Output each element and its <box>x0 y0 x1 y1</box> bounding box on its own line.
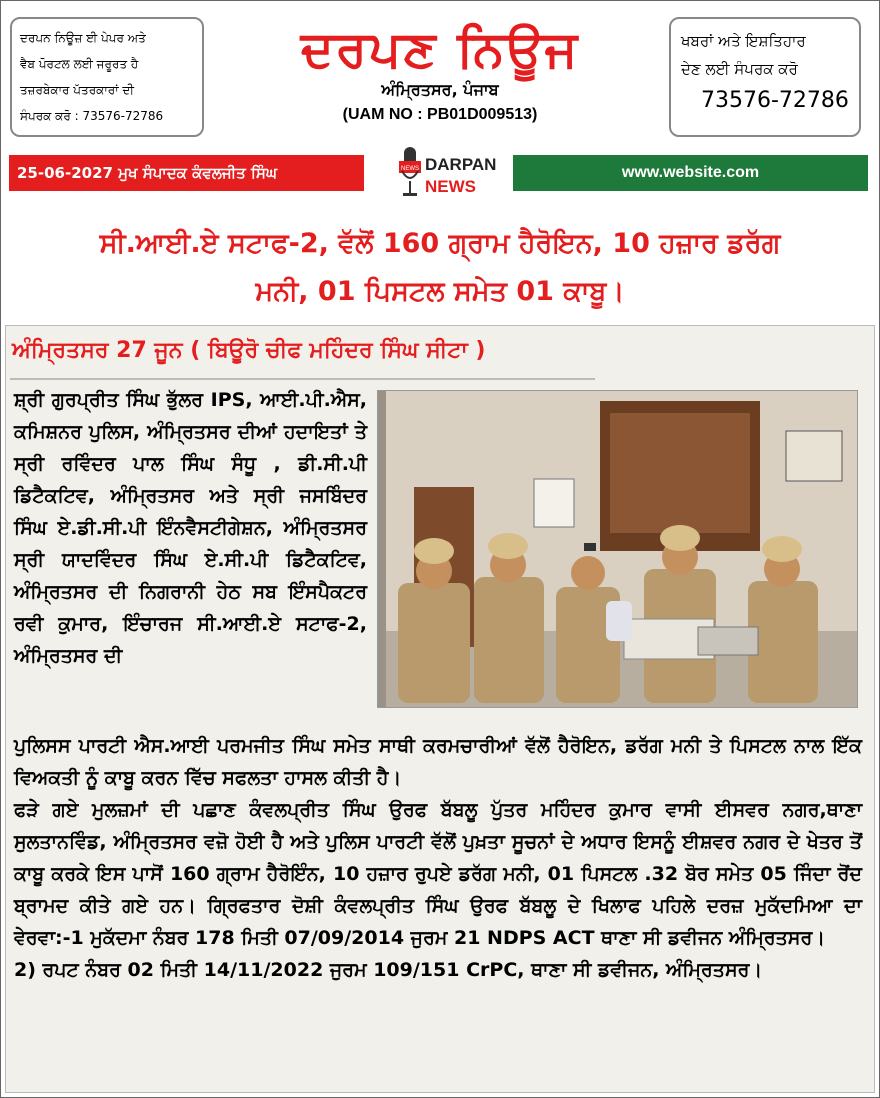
svg-text:NEWS: NEWS <box>401 166 419 172</box>
headline-line: ਮਨੀ, 01 ਪਿਸਟਲ ਸਮੇਤ 01 ਕਾਬੂ। <box>255 276 625 307</box>
article-body <box>14 730 862 986</box>
contact-phone: 73576-72786 <box>701 88 849 113</box>
article-paragraph: ਫੜੇ ਗਏ ਮੁਲਜ਼ਮਾਂ ਦੀ ਪਛਾਣ ਕੰਵਲਪ੍ਰੀਤ ਸਿੰਘ ਉਰਫ ਬੱਬਲੂ ਪੁੱਤਰ ਮਹਿੰਦਰ ਕੁਮਾਰ ਵਾਸੀ ਈਸਵਰ ਨਗਰ,ਥਾਣਾ ਸੁਲਤਾਨਵਿੰਡ, ਅੰਮ੍ਰਿਤਸਰ ਵਜ਼ੋ ਹੋਈ ਹੈ ਅਤੇ ਪੁਲਿਸ ਪਾਰਟੀ ਵੱਲੋਂ ਪੁਖ਼ਤਾ ਸੂਚਨਾਂ ਦੇ ਅਧਾਰ ਇਸਨੂੰ ਈਸ਼ਵਰ ਨਗਰ ਦੇ ਖੇਤਰ ਤੋਂ ਕਾਬੂ ਕਰਕੇ ਇਸ ਪਾਸੋਂ 160 ਗ੍ਰਾਮ ਹੈਰੋਇੰਨ, 10 ਹਜ਼ਾਰ ਰੁਪਏ ਡਰੱਗ ਮਨੀ, 01 ਪਿਸਟਲ .32 ਬੋਰ ਸਮੇਤ 05 ਜਿੰਦਾ ਰੋਂਦ ਬ੍ਰਾਮਦ ਕੀਤੇ ਗਏ ਹਨ। ਗ੍ਰਿਫਤਾਰ ਦੋਸ਼ੀ ਕੰਵਲਪ੍ਰੀਤ ਸਿੰਘ ਉਰਫ ਬੱਬਲੂ ਦੇ ਖਿਲਾਫ ਪਹਿਲੇ ਦਰਜ਼ ਮੁਕੱਦਮਿਆ ਦਾ ਵੇਰਵਾ:-1 ਮੁਕੱਦਮਾ ਨੰਬਰ 178 ਮਿਤੀ 07/09/2014 ਜੁਰਮ 21 NDPS ACT ਥਾਣਾ ਸੀ ਡਵੀਜਨ ਅੰਮ੍ਰਿਤਸਰ। <box>14 799 862 949</box>
advert-line: ਤਜ਼ਰਬੇਕਾਰ ਪੱਤਰਕਾਰਾਂ ਦੀ <box>20 83 134 97</box>
advert-line: ਸੰਪਰਕ ਕਰੋ : 73576-72786 <box>20 109 164 123</box>
article-dateline: ਅੰਮ੍ਰਿਤਸਰ 27 ਜੂਨ ( ਬਿਊਰੋ ਚੀਫ ਮਹਿੰਦਰ ਸਿੰਘ ਸੀਟਾ ) <box>12 338 486 363</box>
article-paragraph: 2) ਰਪਟ ਨੰਬਰ 02 ਮਿਤੀ 14/11/2022 ਜੁਰਮ 109/151 CrPC, ਥਾਣਾ ਸੀ ਡਵੀਜਨ, ਅੰਮ੍ਰਿਤਸਰ। <box>14 959 763 981</box>
news-photo <box>377 390 858 708</box>
article-paragraph: ਪੁਲਿਸਸ ਪਾਰਟੀ ਐਸ.ਆਈ ਪਰਮਜੀਤ ਸਿੰਘ ਸਮੇਤ ਸਾਥੀ ਕਰਮਚਾਰੀਆਂ ਵੱਲੋਂ ਹੈਰੋਇਨ, ਡਰੱਗ ਮਨੀ ਤੇ ਪਿਸਟਲ ਨਾਲ ਇੱਕ ਵਿਅਕਤੀ ਨੂੰ ਕਾਬੂ ਕਰਨ ਵਿੱਚ ਸਫਲਤਾ ਹਾਸਲ ਕੀਤੀ ਹੈ। <box>14 735 862 789</box>
article-lead-text: ਸ਼੍ਰੀ ਗੁਰਪ੍ਰੀਤ ਸਿੰਘ ਭੁੱਲਰ IPS, ਆਈ.ਪੀ.ਐਸ, ਕਮਿਸ਼ਨਰ ਪੁਲਿਸ, ਅੰਮ੍ਰਿਤਸਰ ਦੀਆਂ ਹਦਾਇਤਾਂ ਤੇ ਸ੍ਰੀ ਰਵਿੰਦਰ ਪਾਲ ਸਿੰਘ ਸੰਧੂ , ਡੀ.ਸੀ.ਪੀ ਡਿਟੈਕਟਿਵ, ਅੰਮ੍ਰਿਤਸਰ ਅਤੇ ਸ੍ਰੀ ਜਸਬਿੰਦਰ ਸਿੰਘ ਏ.ਡੀ.ਸੀ.ਪੀ ਇੰਨਵੈਸਟੀਗੇਸ਼ਨ, ਅੰਮ੍ਰਿਤਸਰ ਸ੍ਰੀ ਯਾਦਵਿੰਦਰ ਸਿੰਘ ਏ.ਸੀ.ਪੀ ਡਿਟੈਕਟਿਵ, ਅੰਮ੍ਰਿਤਸਰ ਦੀ ਨਿਗਰਾਨੀ ਹੇਠ ਸਬ ਇੰਸਪੈਕਟਰ ਰਵੀ ਕੁਮਾਰ, ਇੰਚਾਰਜ ਸੀ.ਆਈ.ਏ ਸਟਾਫ-2, ਅੰਮ੍ਰਿਤਸਰ ਦੀ <box>14 389 367 667</box>
masthead <box>230 20 650 124</box>
logo-text-darpan: DARPAN <box>425 155 497 174</box>
website-link[interactable]: www.website.com <box>513 155 868 191</box>
advert-line: ਖਬਰਾਂ ਅਤੇ ਇਸ਼ਤਿਹਾਰ <box>681 32 806 50</box>
uam-number: (UAM NO : PB01D009513) <box>342 106 538 123</box>
date-editor-bar: 25-06-2027 ਮੁਖ ਸੰਪਾਦਕ ਕੰਵਲਜੀਤ ਸਿੰਘ <box>9 155 364 191</box>
police-press-photo <box>378 391 858 708</box>
newspaper-location: ਅੰਮ੍ਰਿਤਸਰ, ਪੰਜਾਬ <box>381 80 499 99</box>
microphone-icon <box>397 145 423 201</box>
advert-line: ਦਰਪਨ ਨਿਊਜ਼ ਈ ਪੇਪਰ ਅਤੇ <box>20 31 146 45</box>
advert-line: ਵੈਬ ਪੋਰਟਲ ਲਈ ਜਰੂਰਤ ਹੈ <box>20 57 139 71</box>
newspaper-title: ਦਰਪਣ ਨਿਊਜ <box>300 20 580 78</box>
headline <box>20 220 860 316</box>
darpan-news-logo <box>393 145 503 205</box>
advert-line: ਦੇਣ ਲਈ ਸੰਪਰਕ ਕਰੋ <box>681 60 798 78</box>
headline-line: ਸੀ.ਆਈ.ਏ ਸਟਾਫ-2, ਵੱਲੋਂ 160 ਗ੍ਰਾਮ ਹੈਰੋਇਨ, 10 ਹਜ਼ਾਰ ਡਰੱਗ <box>99 228 781 259</box>
advert-box-contact <box>669 17 861 137</box>
dateline-divider <box>10 378 595 380</box>
advert-box-recruitment <box>10 17 204 137</box>
logo-text-news: NEWS <box>425 177 476 196</box>
